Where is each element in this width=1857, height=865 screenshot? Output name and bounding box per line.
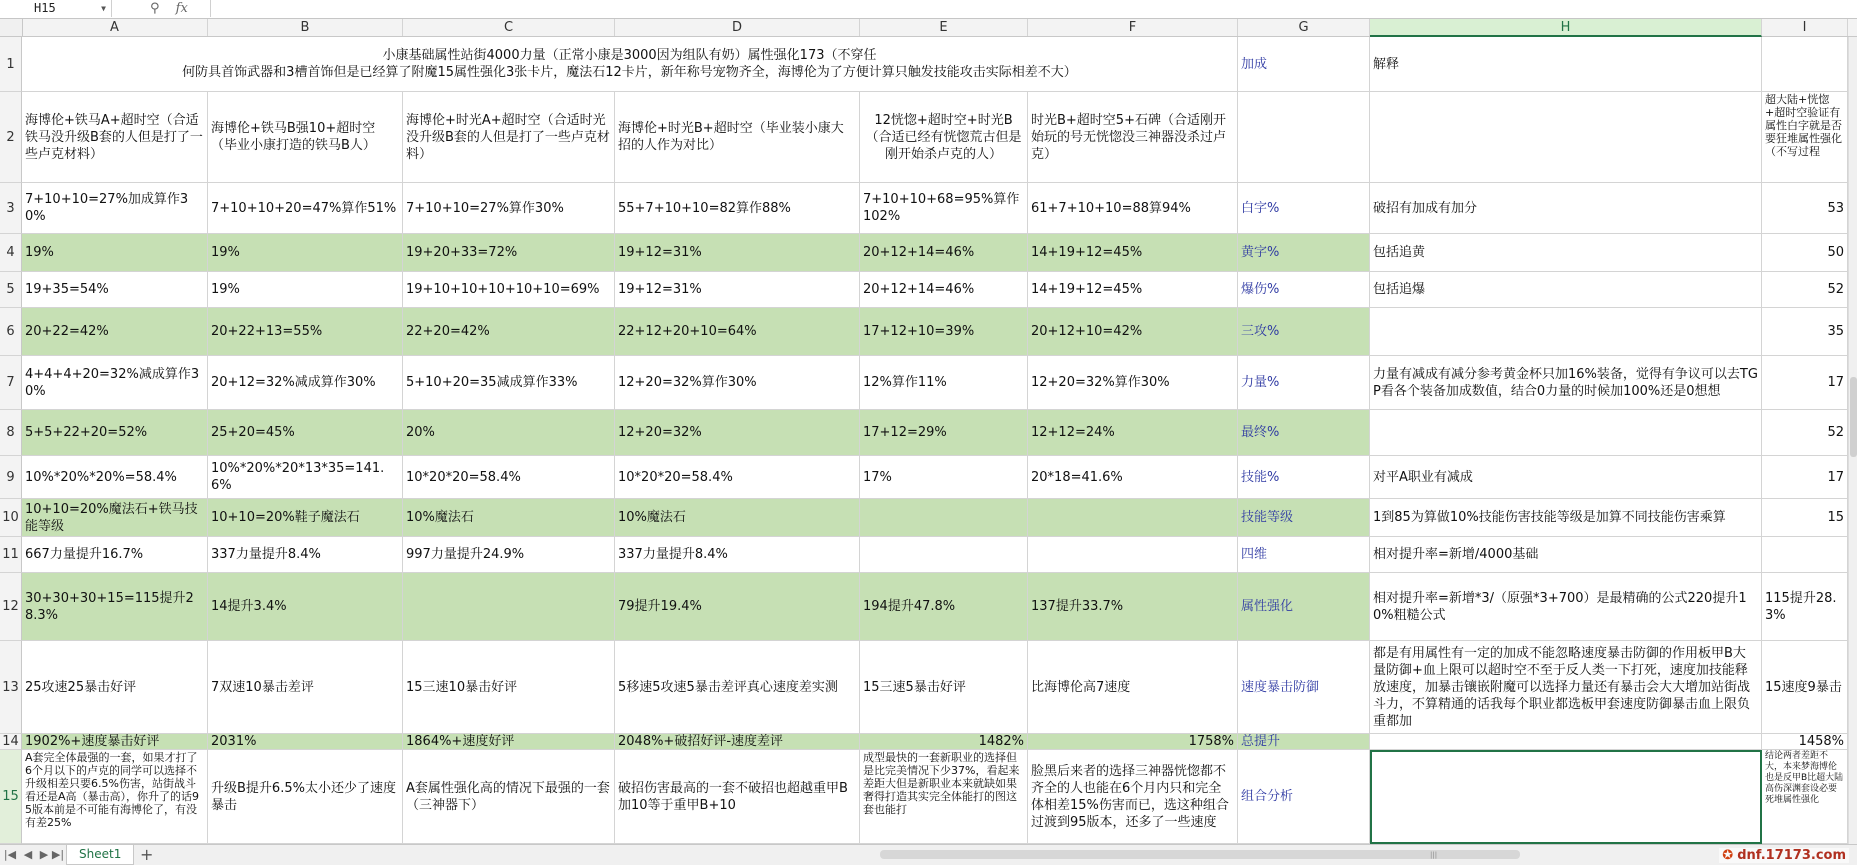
cell-f13[interactable] [1028,641,1238,734]
cell-d15[interactable] [615,750,860,844]
cell-text: A套属性强化高的情况下最强的一套（三神器下） [406,780,610,813]
cell-g6[interactable] [1238,308,1370,356]
cell-i3[interactable] [1762,183,1848,234]
cell-text: 194提升47.8% [863,599,956,614]
title-line: 小康基础属性站街4000力量（正常小康是3000因为组队有奶）属性强化173（不穿任 [382,48,877,63]
cell-text: 海博伦+铁马A+超时空（合适铁马没升级B套的人但是打了一些卢克材料） [25,112,203,162]
setup-header-c[interactable] [403,92,615,183]
cell-text: 10*20*20=58.4% [618,469,733,485]
cell-d6[interactable] [615,308,860,356]
cell-text: 比海博伦高7速度 [1031,679,1131,695]
cell-text: 22+12+20+10=64% [618,324,757,339]
cell-h8[interactable] [1370,410,1762,456]
spreadsheet-grid [0,37,1857,844]
cell-text: 7+10+10=27%加成算作30% [25,192,189,224]
cell-text: 14+19+12=45% [1031,245,1143,260]
watermark [1719,848,1849,863]
cell-f5[interactable] [1028,272,1238,308]
cell-b7[interactable] [208,356,403,410]
cell-b10[interactable] [208,499,403,537]
column-header-c[interactable]: C [403,19,615,36]
cell-text: 7+10+10+20=47%算作51% [211,200,397,216]
cell-d10[interactable] [615,499,860,537]
cell-text: 15三速10暴击好评 [406,679,518,695]
cell-a3[interactable] [22,183,208,234]
cell-a8[interactable] [22,410,208,456]
title-cell[interactable] [22,37,1238,92]
cell-text: 脸黑后来者的选择三神器恍惚都不齐全的人也能在6个月内只和完全体相差15%伤害而已，选这种组合过渡到95版本，还多了一些速度 [1031,763,1229,830]
cell-text: 三攻% [1241,324,1280,339]
cell-text: 10*20*20=58.4% [406,469,521,485]
cell-text: 总提升 [1241,734,1281,749]
cell-text: 55+7+10+10=82算作88% [618,200,791,216]
cell-d11[interactable] [615,537,860,573]
cell-f4[interactable] [1028,234,1238,272]
cell-text: 667力量提升16.7% [25,547,144,562]
cell-d4[interactable] [615,234,860,272]
cell-g14[interactable] [1238,734,1370,750]
cell-f3[interactable] [1028,183,1238,234]
cell-i12[interactable] [1762,573,1848,641]
header-cell-h[interactable] [1370,37,1762,92]
cell-text: 52 [1827,282,1844,297]
cell-text: 7双速10暴击差评 [211,679,314,695]
cell-text: 1864%+速度好评 [406,734,515,749]
row-header-15[interactable]: 15 [0,750,22,844]
cell-text: 50 [1827,245,1844,260]
cell-text: 53 [1827,200,1844,216]
cell-text: 19+10+10+10+10+10=69% [406,282,600,297]
cell-text: 5+5+22+20=52% [25,425,148,440]
cell-text: 技能等级 [1241,510,1294,525]
cell-a15[interactable] [22,750,208,844]
cell-text: 35 [1827,324,1844,339]
cell-i10[interactable] [1762,499,1848,537]
cell-text: 17 [1827,375,1844,390]
cell-d9[interactable] [615,456,860,499]
setup-header-a[interactable] [22,92,208,183]
cell-text: 12%算作11% [863,375,947,390]
cell-c4[interactable] [403,234,615,272]
title-line: 何防具首饰武器和3槽首饰但是已经算了附魔15属性强化3张卡片，魔法石12卡片，新年称号宠物齐全，海博伦为了方便计算只触发技能攻击实际相差不大） [182,65,1077,80]
cell-d3[interactable] [615,183,860,234]
name-box[interactable] [0,0,112,17]
cell-b15[interactable] [208,750,403,844]
first-sheet-icon[interactable]: |◀ [3,848,17,861]
setup-header-i[interactable] [1762,92,1848,183]
column-header-bar [0,19,1857,37]
cell-g8[interactable] [1238,410,1370,456]
site-logo-icon: ✪ [1722,848,1734,863]
cell-text: 1到85为算做10%技能伤害技能等级是加算不同技能伤害乘算 [1373,510,1726,525]
row-header-10[interactable]: 10 [0,499,22,537]
cell-i6[interactable] [1762,308,1848,356]
setup-header-b[interactable] [208,92,403,183]
cell-f8[interactable] [1028,410,1238,456]
next-sheet-icon[interactable]: ▶ [39,848,49,861]
cell-text: 技能% [1241,469,1280,485]
cell-text: 20+12+14=46% [863,245,975,260]
cell-i9[interactable] [1762,456,1848,499]
cell-text: 997力量提升24.9% [406,547,525,562]
cell-b6[interactable] [208,308,403,356]
cell-text: 结论两者差距不大，本来梦海博伦也是反甲B比超大陆高伤深渊套设必要死堆属性强化 [1765,751,1844,805]
cell-text: 19+20+33=72% [406,245,518,260]
cell-f15[interactable] [1028,750,1238,844]
cell-a11[interactable] [22,537,208,573]
row-header-1[interactable]: 1 [0,37,22,92]
row-header-14[interactable]: 14 [0,734,22,750]
cell-text: 20+22+13=55% [211,324,323,339]
cell-text: 22+20=42% [406,324,490,339]
cell-text: 力量% [1241,375,1280,390]
cell-text: 19+12=31% [618,245,702,260]
scroll-thumb[interactable] [1850,377,1857,457]
cell-g5[interactable] [1238,272,1370,308]
cell-i11[interactable] [1762,537,1848,573]
cell-text: 19+12=31% [618,282,702,297]
cell-text: 20+12+14=46% [863,282,975,297]
cell-text: 12+12=24% [1031,425,1115,440]
cell-c6[interactable] [403,308,615,356]
cell-b14[interactable] [208,734,403,750]
prev-sheet-icon[interactable]: ◀ [23,848,33,861]
cell-text: 115提升28.3% [1765,590,1837,623]
cell-i4[interactable] [1762,234,1848,272]
cell-text: 137提升33.7% [1031,599,1124,614]
cell-f7[interactable] [1028,356,1238,410]
formula-bar [0,0,1857,19]
vertical-scrollbar[interactable] [1848,37,1857,844]
cell-c8[interactable] [403,410,615,456]
cell-text: 相对提升率=新增*3/（原强*3+700）是最精确的公式220提升10%粗糙公式 [1373,590,1747,623]
cell-c12[interactable] [403,573,615,641]
cell-text: 10+10=20%鞋子魔法石 [211,510,360,525]
cell-text: 成型最快的一套新职业的选择但是比完美情况下少37%，看起来差距大但是新职业本来就缺如果奢得打造其实完全体能打的图这套也能打 [863,751,1020,816]
cell-g13[interactable] [1238,641,1370,734]
column-header-d[interactable]: D [615,19,860,36]
cell-text: 属性强化 [1241,599,1294,614]
cell-text: 都是有用属性有一定的加成不能忽略速度暴击防御的作用板甲B大量防御+血上限可以超时空不至于反人类一下打死，速度加技能释放速度，加暴击镶嵌附魔可以选择力量还有暴击会大大增加站街战斗力，不算精通的话我每个职业都选板甲套速度防御暴击血上限负重都加 [1373,645,1751,729]
cell-text: 最终% [1241,425,1280,440]
row-header-8[interactable]: 8 [0,410,22,456]
cell-text: 加成 [1241,56,1268,72]
horizontal-scrollbar[interactable] [880,850,1520,859]
row-header-9[interactable]: 9 [0,456,22,499]
cell-a14[interactable] [22,734,208,750]
cell-g10[interactable] [1238,499,1370,537]
row-header-2[interactable]: 2 [0,92,22,183]
cell-text: 白字% [1241,200,1280,216]
cell-text: 10+10=20%魔法石+铁马技能等级 [25,501,198,534]
cell-a12[interactable] [22,573,208,641]
cell-text: 10%*20%*20%=58.4% [25,469,177,485]
cell-a6[interactable] [22,308,208,356]
cell-g4[interactable] [1238,234,1370,272]
cell-b3[interactable] [208,183,403,234]
cell-text: 79提升19.4% [618,599,702,614]
setup-header-e[interactable] [860,92,1028,183]
cell-h2[interactable] [1370,92,1762,183]
cell-c13[interactable] [403,641,615,734]
cell-a9[interactable] [22,456,208,499]
cell-text: 力量有减成有减分参考黄金杯只加16%装备，觉得有争议可以去TGP看各个装备加成数值，结合0力量的时候加100%还是0想想 [1373,366,1758,399]
cell-e6[interactable] [860,308,1028,356]
cell-c10[interactable] [403,499,615,537]
cell-d7[interactable] [615,356,860,410]
cell-text: 12+20=32%算作30% [618,375,757,390]
cell-h7[interactable] [1370,356,1762,410]
cell-b9[interactable] [208,456,403,499]
cell-c14[interactable] [403,734,615,750]
fx-icon[interactable]: fx [175,1,188,16]
cell-b13[interactable] [208,641,403,734]
cell-h6[interactable] [1370,308,1762,356]
cell-text: 解释 [1373,56,1400,72]
cell-text: 1458% [1798,734,1844,749]
cell-e13[interactable] [860,641,1028,734]
cell-d13[interactable] [615,641,860,734]
cell-text: 1482% [978,734,1024,749]
column-header-f[interactable]: F [1028,19,1238,36]
cell-text: 组合分析 [1241,789,1294,804]
cell-text: 超大陆+恍惚+超时空验证有属性白字就是否要狂堆属性强化（不写过程 [1765,93,1842,158]
cell-i1[interactable] [1762,37,1848,92]
cell-a5[interactable] [22,272,208,308]
cell-text: 10%魔法石 [406,510,474,525]
row-header-11[interactable]: 11 [0,537,22,573]
cell-text: 14提升3.4% [211,599,287,614]
cell-text: 17% [863,469,892,485]
cell-e9[interactable] [860,456,1028,499]
cell-text: 破招有加成有加分 [1373,200,1478,216]
setup-header-d[interactable] [615,92,860,183]
chevron-down-icon[interactable]: ▼ [101,4,106,13]
select-all-corner[interactable] [0,19,23,36]
cell-f9[interactable] [1028,456,1238,499]
cell-c9[interactable] [403,456,615,499]
cell-g15[interactable] [1238,750,1370,844]
cell-text: 30+30+30+15=115提升28.3% [25,590,194,623]
cell-text: 19% [211,245,240,260]
row-header-7[interactable]: 7 [0,356,22,410]
cell-text: 20+12=32%减成算作30% [211,375,376,390]
cell-text: 10%魔法石 [618,510,686,525]
cell-text: 包括追爆 [1373,282,1426,297]
cell-f14[interactable] [1028,734,1238,750]
cell-b4[interactable] [208,234,403,272]
cell-i14[interactable] [1762,734,1848,750]
cell-text: 4+4+4+20=32%减成算作30% [25,366,200,399]
column-header-h[interactable]: H [1370,19,1762,37]
cell-text: 1758% [1188,734,1234,749]
cell-g12[interactable] [1238,573,1370,641]
cell-g11[interactable] [1238,537,1370,573]
cell-e14[interactable] [860,734,1028,750]
cell-a13[interactable] [22,641,208,734]
cell-a10[interactable] [22,499,208,537]
cell-d12[interactable] [615,573,860,641]
cell-i13[interactable] [1762,641,1848,734]
cell-text: 海博伦+时光A+超时空（合适时光没升级B套的人但是打了一些卢克材料） [406,112,610,162]
cell-text: 5+10+20=35减成算作33% [406,375,578,390]
cell-c3[interactable] [403,183,615,234]
cell-h5[interactable] [1370,272,1762,308]
cell-f11[interactable] [1028,537,1238,573]
cell-text: 四维 [1241,547,1268,562]
cell-e15[interactable] [860,750,1028,844]
name-box-value: H15 [34,1,56,15]
cell-e12[interactable] [860,573,1028,641]
cell-text: 17 [1827,469,1844,485]
cell-text: 相对提升率=新增/4000基础 [1373,547,1539,562]
row-header-6[interactable]: 6 [0,308,22,356]
row-header-13[interactable]: 13 [0,641,22,734]
cell-text: 12+20=32% [618,425,702,440]
cell-f12[interactable] [1028,573,1238,641]
cell-text: 升级B提升6.5%太小还少了速度暴击 [211,780,396,813]
sheet-tab-bar [0,844,1857,865]
cell-text: 5移速5攻速5暴击差评真心速度差实测 [618,679,838,695]
cell-b12[interactable] [208,573,403,641]
cell-b11[interactable] [208,537,403,573]
magnifier-icon[interactable]: ⚲ [150,1,160,16]
setup-header-f[interactable] [1028,92,1238,183]
cell-h14[interactable] [1370,734,1762,750]
cell-text: 19+35=54% [25,282,109,297]
sheet-tab[interactable]: Sheet1 [66,845,134,865]
cell-h12[interactable] [1370,573,1762,641]
cell-d14[interactable] [615,734,860,750]
cell-text: 12+20=32%算作30% [1031,375,1170,390]
cell-h10[interactable] [1370,499,1762,537]
cell-h11[interactable] [1370,537,1762,573]
cell-h3[interactable] [1370,183,1762,234]
cell-g7[interactable] [1238,356,1370,410]
cell-e11[interactable] [860,537,1028,573]
cell-i15[interactable] [1762,750,1848,844]
cell-text: 14+19+12=45% [1031,282,1143,297]
cell-text: 17+12=29% [863,425,947,440]
cell-e3[interactable] [860,183,1028,234]
column-header-e[interactable]: E [860,19,1028,36]
cell-b8[interactable] [208,410,403,456]
header-cell-g[interactable] [1238,37,1370,92]
cell-text: 10%*20%*20*13*35=141.6% [211,461,385,493]
scroll-grip-icon: ||| [1430,851,1438,859]
cell-text: 1902%+速度暴击好评 [25,734,160,749]
watermark-text: dnf.17173.com [1737,848,1846,863]
cell-text: 20+22=42% [25,324,109,339]
cell-text: 2048%+破招好评-速度差评 [618,734,784,749]
cell-e4[interactable] [860,234,1028,272]
cell-text: 速度暴击防御 [1241,679,1320,695]
cell-d5[interactable] [615,272,860,308]
cell-c15[interactable] [403,750,615,844]
cell-e8[interactable] [860,410,1028,456]
cell-g9[interactable] [1238,456,1370,499]
cell-text: 25攻速25暴击好评 [25,679,137,695]
cell-text: 19% [25,245,54,260]
cell-e10[interactable] [860,499,1028,537]
cell-text: 19% [211,282,240,297]
cell-a7[interactable] [22,356,208,410]
last-sheet-icon[interactable]: ▶| [51,848,65,861]
cell-b5[interactable] [208,272,403,308]
row-header-4[interactable]: 4 [0,234,22,272]
cell-text: 爆伤% [1241,282,1280,297]
cell-text: 包括追黄 [1373,245,1426,260]
cell-h4[interactable] [1370,234,1762,272]
cell-text: 15 [1827,510,1844,525]
cell-text: 17+12+10=39% [863,324,975,339]
cell-text: 海博伦+时光B+超时空（毕业装小康大招的人作为对比） [618,121,844,153]
cell-text: 337力量提升8.4% [211,547,321,562]
cell-a4[interactable] [22,234,208,272]
cell-text: 52 [1827,425,1844,440]
row-header-12[interactable]: 12 [0,573,22,641]
cell-h9[interactable] [1370,456,1762,499]
cell-i7[interactable] [1762,356,1848,410]
cell-e7[interactable] [860,356,1028,410]
row-header-3[interactable]: 3 [0,183,22,234]
column-header-i[interactable]: I [1762,19,1848,36]
add-sheet-icon[interactable]: + [140,845,154,864]
cell-text: 12恍惚+超时空+时光B（合适已经有恍惚荒古但是刚开始杀卢克的人） [865,112,1022,162]
cell-text: 20% [406,425,435,440]
cell-i8[interactable] [1762,410,1848,456]
cell-text: 黄字% [1241,245,1280,260]
cell-h15[interactable] [1370,750,1762,844]
cell-c5[interactable] [403,272,615,308]
cell-f6[interactable] [1028,308,1238,356]
column-header-g[interactable]: G [1238,19,1370,36]
cell-text: 破招伤害最高的一套不破招也超越重甲B加10等于重甲B+10 [618,780,848,813]
cell-text: 15三速5暴击好评 [863,679,966,695]
cell-text: 7+10+10+68=95%算作102% [863,192,1020,224]
cell-e5[interactable] [860,272,1028,308]
cell-text: 对平A职业有减成 [1373,469,1473,485]
row-header-5[interactable]: 5 [0,272,22,308]
cell-text: A套完全体最强的一套，如果才打了6个月以下的卢克的同学可以选择不升级相差只要6.5%伤害，站街战斗看还是A高（暴击高），你升了的话95版本前是不可能有海博伦了，有没有差25% [25,751,200,829]
cell-f10[interactable] [1028,499,1238,537]
cell-text: 20*18=41.6% [1031,469,1123,485]
cell-g2[interactable] [1238,92,1370,183]
cell-c11[interactable] [403,537,615,573]
cell-text: 337力量提升8.4% [618,547,728,562]
column-header-a[interactable]: A [22,19,208,36]
cell-text: 61+7+10+10=88算94% [1031,200,1191,216]
cell-text: 2031% [211,734,257,749]
cell-g3[interactable] [1238,183,1370,234]
cell-d8[interactable] [615,410,860,456]
formula-input[interactable] [210,0,1857,17]
cell-text: 20+12+10=42% [1031,324,1143,339]
cell-h13[interactable] [1370,641,1762,734]
cell-text: 7+10+10=27%算作30% [406,200,564,216]
cell-c7[interactable] [403,356,615,410]
cell-text: 海博伦+铁马B强10+超时空（毕业小康打造的铁马B人） [211,121,376,153]
cell-text: 时光B+超时空5+石碑（合适刚开始玩的号无恍惚没三神器没杀过卢克） [1031,112,1227,162]
cell-text: 25+20=45% [211,425,295,440]
cell-text: 15速度9暴击 [1765,679,1842,695]
cell-i5[interactable] [1762,272,1848,308]
column-header-b[interactable]: B [208,19,403,36]
